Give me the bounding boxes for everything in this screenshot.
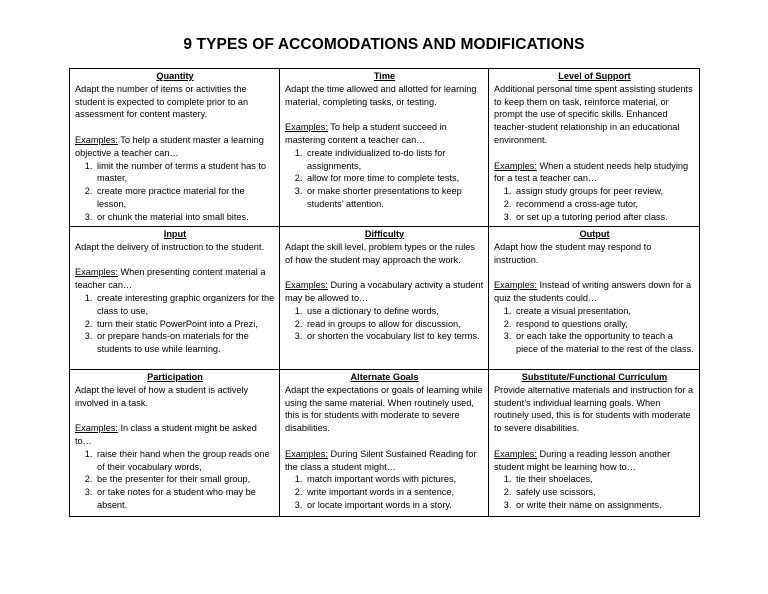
examples-intro [494, 160, 695, 186]
examples-label: Examples: [285, 280, 328, 291]
cell-heading: Participation [147, 372, 203, 382]
list-item: 3. or shorten the vocabulary list to key terms. [305, 330, 484, 343]
examples-list [494, 185, 695, 223]
examples-lead: Instead of writing answers down for a quiz the students could… [494, 280, 692, 303]
examples-label: Examples: [75, 423, 118, 434]
list-item: 2. turn their static PowerPoint into a Prezi, [95, 318, 275, 331]
examples-intro [285, 121, 484, 147]
examples-list [75, 160, 275, 224]
examples-intro [494, 279, 695, 305]
list-item: 2. allow for more time to complete tests, [305, 172, 484, 185]
list-item: 3. or locate important words in a story. [305, 499, 484, 512]
grid-row-1 [70, 69, 700, 227]
cell-description: Adapt the level of how a student is actively involved in a task. [75, 384, 249, 408]
list-item: 1. raise their hand when the group reads one of their vocabulary words, [95, 448, 275, 474]
list-item: 2. create more practice material for the lesson, [95, 185, 275, 211]
list-item: 2. recommend a cross-age tutor, [514, 198, 695, 211]
list-item: 2. be the presenter for their small group, [95, 473, 275, 486]
examples-lead: In class a student might be asked to… [75, 423, 257, 446]
examples-lead: During a vocabulary activity a student may be allowed to… [285, 280, 484, 303]
examples-intro [285, 279, 484, 305]
list-item: 1. use a dictionary to define words, [305, 305, 484, 318]
document-title: 9 TYPES OF ACCOMODATIONS AND MODIFICATIONS [183, 36, 585, 53]
cell-output [489, 227, 700, 370]
list-item: 1. create interesting graphic organizers for the class to use, [95, 292, 275, 318]
examples-lead: During a reading lesson another student might be learning how to… [494, 448, 671, 472]
cell-participation [70, 370, 280, 517]
list-item: 2. read in groups to allow for discussion, [305, 318, 484, 331]
cell-heading: Output [579, 229, 610, 239]
examples-intro [494, 448, 695, 474]
cell-time [280, 69, 489, 227]
examples-lead: To help a student succeed in mastering content a teacher can… [285, 122, 447, 145]
accommodations-grid [69, 68, 700, 517]
examples-label: Examples: [285, 448, 328, 459]
spacer [75, 409, 275, 422]
list-item: 2. safely use scissors, [514, 486, 695, 499]
cell-level-of-support [489, 69, 700, 227]
spacer [75, 121, 275, 134]
spacer [285, 266, 484, 279]
list-item: 3. or take notes for a student who may be absent. [95, 486, 275, 512]
examples-label: Examples: [494, 160, 537, 171]
list-item: 1. create individualized to-do lists for assignments, [305, 147, 484, 173]
cell-description: Adapt the skill level, problem types or the rules of how the student may approach the work. [285, 241, 475, 265]
examples-label: Examples: [75, 134, 118, 145]
cell-heading: Quantity [156, 71, 194, 81]
list-item: 1. match important words with pictures, [305, 473, 484, 486]
cell-description: Adapt the time allowed and allotted for learning material, completing tasks, or testing. [285, 83, 477, 107]
examples-intro [285, 448, 484, 474]
cell-difficulty [280, 227, 489, 370]
examples-intro [75, 422, 275, 448]
spacer [494, 435, 695, 448]
list-item: 1. assign study groups for peer review, [514, 185, 695, 198]
spacer [285, 435, 484, 448]
examples-lead: During Silent Sustained Reading for the class a student might… [285, 448, 477, 472]
examples-label: Examples: [494, 448, 537, 459]
list-item: 3. or chunk the material into small bites. [95, 211, 275, 224]
list-item: 1. limit the number of terms a student has to master, [95, 160, 275, 186]
list-item: 3. or set up a tutoring period after class. [514, 211, 695, 224]
cell-heading: Time [373, 71, 396, 81]
spacer [285, 108, 484, 121]
examples-lead: To help a student master a learning objective a teacher can… [75, 134, 264, 158]
cell-input [70, 227, 280, 370]
examples-intro [75, 266, 275, 292]
examples-list [285, 305, 484, 343]
cell-description: Adapt how the student may respond to instruction. [494, 241, 652, 265]
examples-list [285, 147, 484, 211]
list-item: 2. write important words in a sentence, [305, 486, 484, 499]
cell-description: Adapt the delivery of instruction to the student. [75, 241, 264, 252]
cell-substitute-functional-curriculum [489, 370, 700, 517]
examples-list [75, 292, 275, 356]
cell-alternate-goals [280, 370, 489, 517]
examples-list [75, 448, 275, 512]
cell-description: Additional personal time spent assisting students to keep them on task, reinforce material, or prompt the use of specific skills. Enhanced teacher-student relationship in an educational environment. [494, 83, 693, 145]
cell-heading: Difficulty [364, 229, 405, 239]
cell-quantity [70, 69, 280, 227]
examples-lead: When presenting content material a teacher can… [75, 267, 266, 291]
examples-lead: When a student needs help studying for a test a teacher can… [494, 160, 689, 184]
examples-list [494, 305, 695, 356]
cell-description: Provide alternative materials and instruction for a student’s individual learning goals. When routinely used, this is for students with moderate to severe disabilities. [494, 384, 694, 434]
examples-intro [75, 134, 275, 160]
cell-description: Adapt the number of items or activities the student is expected to complete prior to an assessment for content mastery. [75, 83, 249, 120]
list-item: 2. respond to questions orally, [514, 318, 695, 331]
examples-list [494, 473, 695, 511]
examples-label: Examples: [494, 280, 537, 291]
list-item: 3. or each take the opportunity to teach a piece of the material to the rest of the class. [514, 330, 695, 356]
grid-row-2 [70, 227, 700, 370]
spacer [494, 266, 695, 279]
examples-label: Examples: [75, 267, 118, 278]
list-item: 1. tie their shoelaces, [514, 473, 695, 486]
cell-heading: Substitute/Functional Curriculum [521, 372, 668, 382]
cell-heading: Input [163, 229, 187, 239]
spacer [494, 147, 695, 160]
list-item: 3. or write their name on assignments. [514, 499, 695, 512]
list-item: 1. create a visual presentation, [514, 305, 695, 318]
spacer [75, 254, 275, 267]
cell-description: Adapt the expectations or goals of learning while using the same material. When routinely used, this is for students with moderate to severe disabilities. [285, 384, 483, 434]
examples-list [285, 473, 484, 511]
grid-row-3 [70, 370, 700, 517]
list-item: 3. or prepare hands-on materials for the students to use while learning. [95, 330, 275, 356]
cell-heading: Alternate Goals [350, 372, 419, 382]
list-item: 3. or make shorter presentations to keep students’ attention. [305, 185, 484, 211]
examples-label: Examples: [285, 122, 328, 133]
cell-heading: Level of Support [558, 71, 631, 81]
